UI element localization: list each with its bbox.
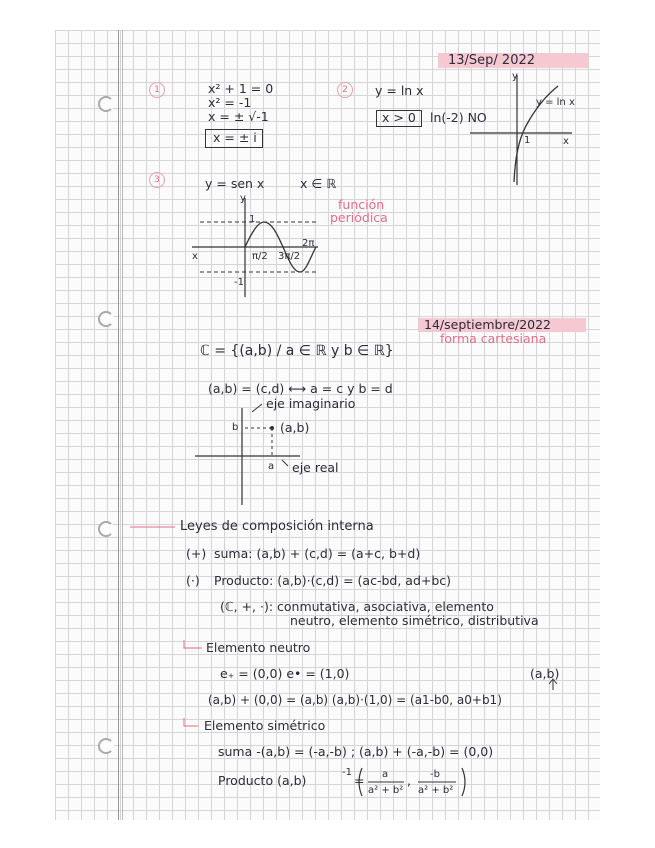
sine-one-label: 1 [249,214,256,225]
sine-equation: y = sen x [205,176,265,191]
ln-equation: y = ln x [375,83,424,98]
neutral-equation: (a,b) + (0,0) = (a,b) (a,b)·(1,0) = (a1-b0, a0+b1) [208,693,502,707]
product-symbol: (·) [186,573,200,588]
imag-axis-arrow [252,404,262,412]
sine-pi-half-label: π/2 [252,251,268,262]
ln-domain: x > 0 [382,110,416,125]
boxed-result-text: x = ± i [213,130,257,145]
frac-1-denominator: a² + b² [368,785,404,796]
neutral-title: Elemento neutro [206,640,311,655]
paren-right [462,768,465,796]
a-label: a [268,461,275,472]
eq-line-3: x = ± √-1 [208,109,269,124]
complex-equality: (a,b) = (c,d) ⟷ a = c y b = d [208,381,393,396]
complex-point [270,426,274,430]
symmetric-branch [184,718,198,726]
item-number-2: 2 [337,82,353,98]
sine-three-pi-half-label: 3π/2 [278,251,301,262]
real-axis-label: eje real [292,460,339,475]
ln-x-label: x [563,136,569,147]
frac-1-numerator: a [382,769,389,780]
ln-note: ln(-2) NO [430,110,487,125]
periodic-note-1: función [338,197,385,212]
frac-comma: , [407,773,411,788]
item-number-1: 1 [149,82,165,98]
sine-x-label: x [192,251,198,262]
neutral-branch [184,640,202,648]
sum-law: suma: (a,b) + (c,d) = (a+c, b+d) [214,546,421,561]
periodic-note-2: periódica [330,210,388,225]
product-law: Producto: (a,b)·(c,d) = (ac-bd, ad+bc) [214,573,452,588]
real-axis-arrow [282,460,288,466]
equals-sign: = [354,773,365,788]
ln-one-label: 1 [524,135,531,146]
sum-symbol: (+) [186,546,207,561]
eq-line-2: x² = -1 [208,95,252,110]
frac-2-denominator: a² + b² [418,785,454,796]
date-2: 14/septiembre/2022 [424,317,552,332]
complex-definition: ℂ = {(a,b) / a ∈ ℝ y b ∈ ℝ} [200,343,394,359]
ln-y-label: y [512,71,518,82]
symmetric-product-prefix: Producto (a,b) [218,773,307,788]
date-1: 13/Sep/ 2022 [448,53,536,68]
symmetric-title: Elemento simétrico [204,718,326,733]
sine-y-label: y [240,193,246,204]
b-label: b [232,422,239,433]
inverse-exponent: -1 [342,767,352,778]
symmetric-sum: suma -(a,b) = (-a,-b) ; (a,b) + (-a,-b) = (0,0) [218,744,494,759]
properties-line-1: (ℂ, +, ·): conmutativa, asociativa, elemento [220,599,494,614]
properties-line-2: neutro, elemento simétrico, distributiva [290,613,539,628]
eq-line-1: x² + 1 = 0 [208,81,274,96]
ln-curve-label: y = ln x [536,97,575,108]
neutral-ab: (a,b) [530,666,560,681]
complex-point-label: (a,b) [280,420,310,435]
cartesian-form-label: forma cartesiana [440,331,547,346]
sine-two-pi-label: 2π [302,238,315,249]
frac-2-numerator: -b [430,769,440,780]
item-number-3: 3 [149,172,165,188]
sine-neg-one-label: -1 [234,277,244,288]
sine-domain: x ∈ ℝ [300,176,337,191]
laws-title: Leyes de composición interna [180,519,374,534]
imag-axis-label: eje imaginario [266,396,356,411]
neutral-values: e₊ = (0,0) e• = (1,0) [220,666,350,681]
